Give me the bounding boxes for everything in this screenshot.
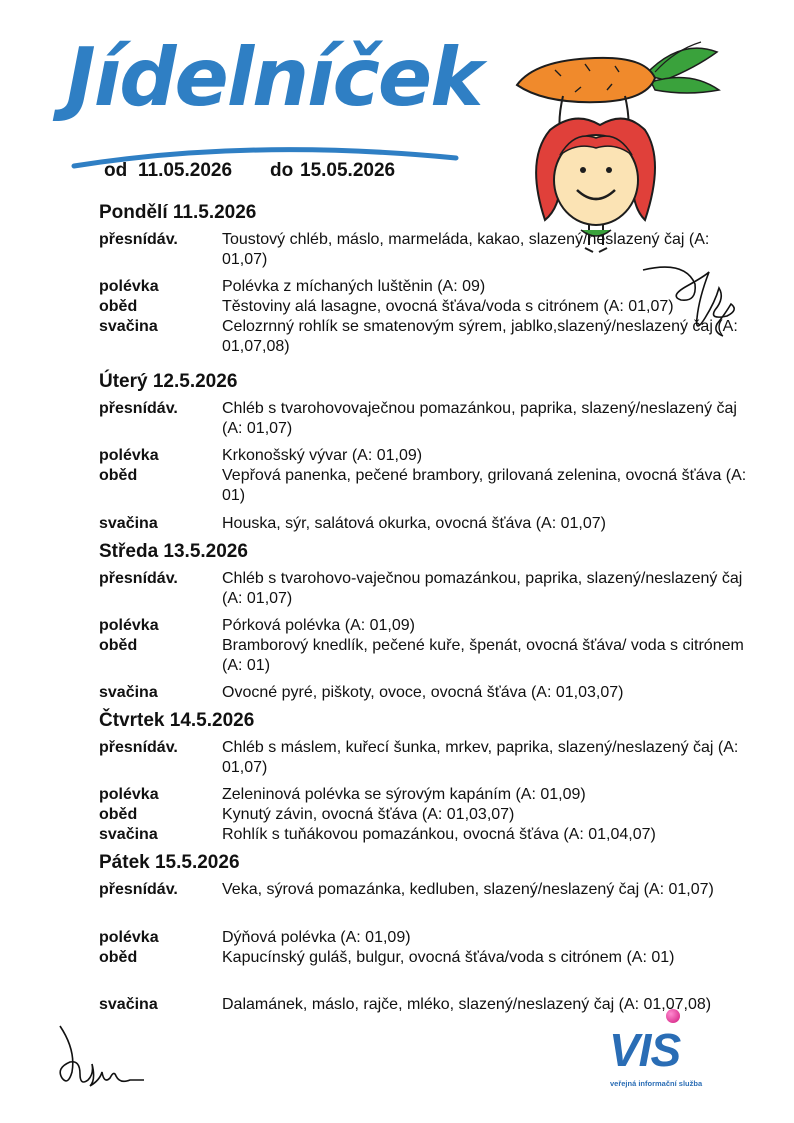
meal-text: Zeleninová polévka se sýrovým kapáním (A: 01,09) [222, 786, 586, 803]
meal-text: Těstoviny alá lasagne, ovocná šťáva/voda s citrónem (A: 01,07) [222, 298, 674, 315]
meal-label: oběd [99, 806, 138, 823]
meal-label: oběd [99, 637, 138, 654]
to-date: 15.05.2026 [300, 160, 396, 181]
meal-label: svačina [99, 515, 158, 532]
meal-text: Celozrnný rohlík se smatenovým sýrem, jablko,slazený/neslazený čaj (A: 01,07,08) [222, 318, 738, 355]
from-date: 11.05.2026 [138, 160, 233, 181]
title-swoosh-decoration [70, 140, 460, 170]
meal-label: svačina [99, 318, 158, 335]
meal-text: Chléb s tvarohovovaječnou pomazánkou, paprika, slazený/neslazený čaj (A: 01,07) [222, 400, 737, 437]
meal-label: přesnídáv. [99, 570, 178, 587]
from-label: od [104, 160, 128, 181]
to-label: do [270, 160, 294, 181]
vis-logo-subtitle: veřejná informační služba [610, 1079, 703, 1088]
day-heading-monday: Pondělí 11.5.2026 [99, 202, 257, 223]
meal-text: Bramborový knedlík, pečené kuře, špenát, ovocná šťáva/ voda s citrónem (A: 01) [222, 637, 744, 674]
meal-label: přesnídáv. [99, 739, 178, 756]
meal-label: svačina [99, 826, 158, 843]
meal-text: Pórková polévka (A: 01,09) [222, 617, 415, 634]
meal-text: Dýňová polévka (A: 01,09) [222, 929, 411, 946]
meal-text: Rohlík s tuňákovou pomazánkou, ovocná šťáva (A: 01,04,07) [222, 826, 656, 843]
meal-text: Houska, sýr, salátová okurka, ovocná šťáva (A: 01,07) [222, 515, 606, 532]
meal-label: polévka [99, 617, 159, 634]
meal-label: oběd [99, 467, 138, 484]
meal-label: oběd [99, 298, 138, 315]
meal-label: polévka [99, 929, 159, 946]
day-heading-tuesday: Úterý 12.5.2026 [99, 371, 238, 392]
meal-text: Ovocné pyré, piškoty, ovoce, ovocná šťáva (A: 01,03,07) [222, 684, 624, 701]
carrot-leaves-icon [645, 42, 719, 93]
signature-bottom-left [50, 1020, 155, 1095]
meal-label: oběd [99, 949, 138, 966]
meal-text: Chléb s máslem, kuřecí šunka, mrkev, paprika, slazený/neslazený čaj (A: 01,07) [222, 739, 739, 776]
meal-text: Kynutý závin, ovocná šťáva (A: 01,03,07) [222, 806, 515, 823]
meal-label: přesnídáv. [99, 231, 178, 248]
meal-text: Veka, sýrová pomazánka, kedluben, slazený/neslazený čaj (A: 01,07) [222, 881, 714, 898]
meal-label: přesnídáv. [99, 881, 178, 898]
meal-label: svačina [99, 996, 158, 1013]
meal-label: přesnídáv. [99, 400, 178, 417]
vis-logo-text: VIS [609, 1024, 681, 1076]
day-heading-wednesday: Středa 13.5.2026 [99, 541, 248, 562]
page-title: Jídelníček [66, 31, 482, 124]
meal-text: Kapucínský guláš, bulgur, ovocná šťáva/voda s citrónem (A: 01) [222, 949, 675, 966]
meal-label: svačina [99, 684, 158, 701]
day-heading-thursday: Čtvrtek 14.5.2026 [99, 710, 255, 731]
meal-label: polévka [99, 447, 159, 464]
meal-text: Toustový chléb, máslo, marmeláda, kakao, slazený/neslazený čaj (A: 01,07) [222, 231, 710, 268]
meal-text: Chléb s tvarohovo-vaječnou pomazánkou, paprika, slazený/neslazený čaj (A: 01,07) [222, 570, 743, 607]
meal-label: polévka [99, 786, 159, 803]
meal-label: polévka [99, 278, 159, 295]
meal-text: Dalamánek, máslo, rajče, mléko, slazený/neslazený čaj (A: 01,07,08) [222, 996, 712, 1013]
girl-with-carrot-illustration [505, 30, 735, 260]
meal-text: Krkonošský vývar (A: 01,09) [222, 447, 423, 464]
meal-text: Vepřová panenka, pečené brambory, grilovaná zelenina, ovocná šťáva (A: 01) [222, 467, 747, 504]
meal-text: Polévka z míchaných luštěnin (A: 09) [222, 278, 486, 295]
vis-logo [605, 1005, 730, 1095]
day-heading-friday: Pátek 15.5.2026 [99, 852, 240, 873]
